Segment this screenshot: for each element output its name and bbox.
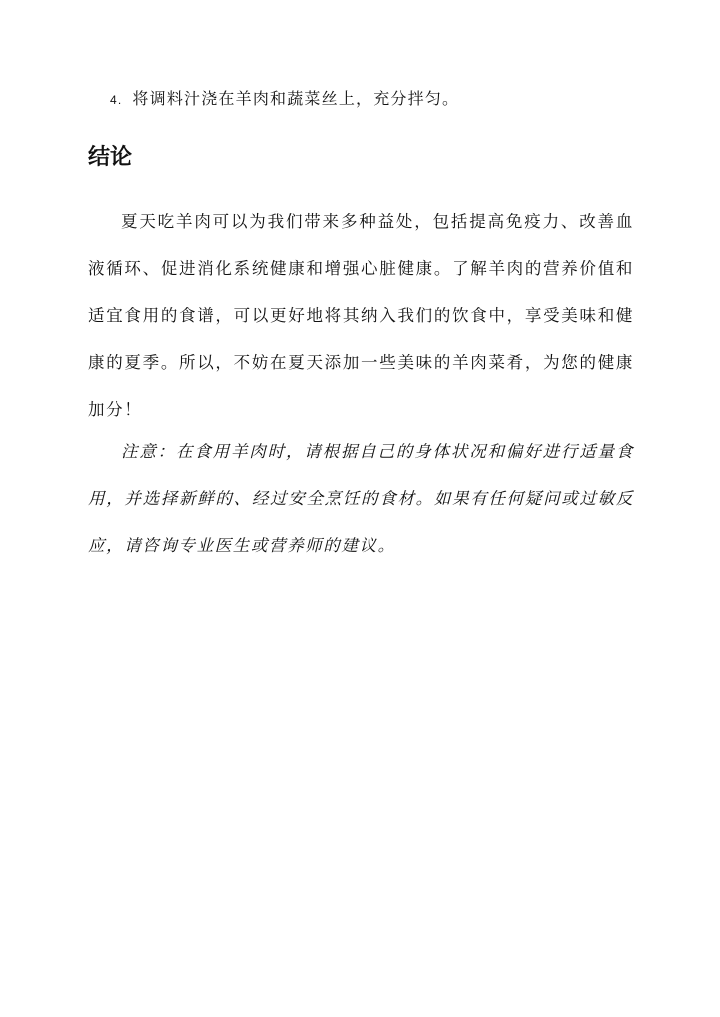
list-item-text: 将调料汁浇在羊肉和蔬菜丝上，充分拌匀。 [132, 89, 460, 108]
recipe-step-4 [110, 86, 459, 113]
conclusion-paragraph: 夏天吃羊肉可以为我们带来多种益处，包括提高免疫力、改善血液循环、促进消化系统健康和增强心脏健康。了解羊肉的营养价值和适宜食用的食谱，可以更好地将其纳入我们的饮食中，享受美味和健康的夏季。所以，不妨在夏天添加一些美味的羊肉菜肴，为您的健康加分！ [88, 212, 634, 419]
section-heading: 结论 [88, 145, 133, 170]
list-number: 4. [110, 93, 123, 107]
note-paragraph: 注意：在食用羊肉时，请根据自己的身体状况和偏好进行适量食用，并选择新鲜的、经过安全烹饪的食材。如果有任何疑问或过敏反应，请咨询专业医生或营养师的建议。 [88, 442, 634, 555]
